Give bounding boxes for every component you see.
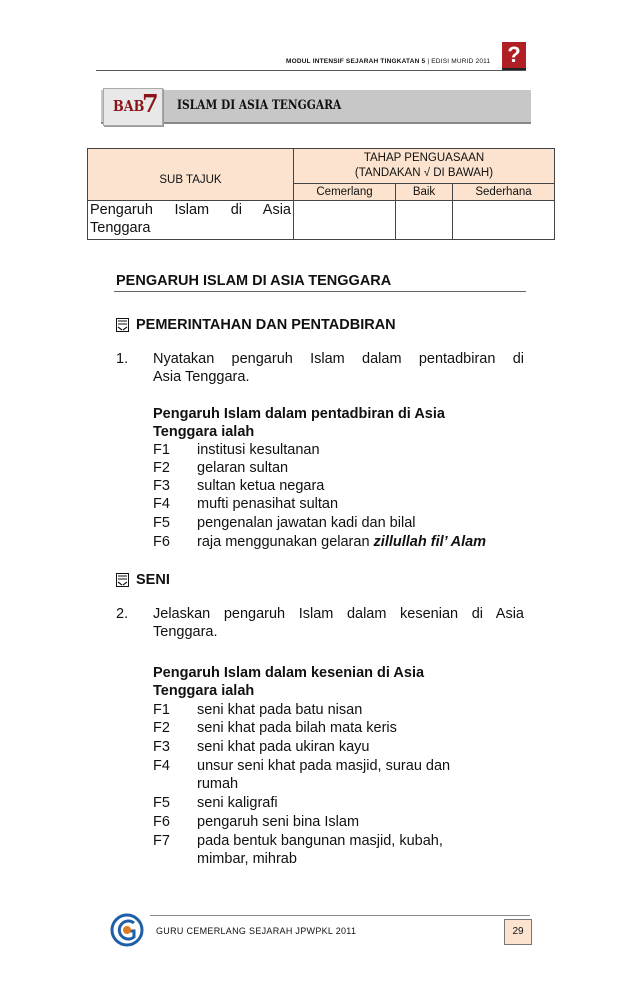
fact-code: F1: [153, 442, 170, 458]
fact-text-continued: mimbar, mihrab: [197, 851, 297, 867]
fact-text: pengenalan jawatan kadi dan bilal: [197, 515, 416, 531]
fact-code: F3: [153, 739, 170, 755]
tahap-instruction: (TANDAKAN √ DI BAWAH): [354, 167, 494, 179]
fact-text: seni kaligrafi: [197, 795, 278, 811]
tahap-header: [294, 149, 555, 184]
checkbox-sederhana[interactable]: [453, 201, 555, 240]
fact-code: F6: [153, 534, 170, 550]
fact-text: mufti penasihat sultan: [197, 496, 339, 512]
edition-label: EDISI MURID 2011: [431, 58, 491, 65]
answer-title-line: Tenggara ialah: [153, 683, 255, 699]
level-sederhana: Sederhana: [453, 184, 555, 201]
running-header: [286, 58, 490, 65]
question-line: Asia Tenggara.: [153, 369, 250, 385]
heading-seni: SENI: [136, 572, 170, 588]
arabic-title-emphasis: zillullah fil’ Alam: [373, 534, 487, 550]
jpwpkl-logo-icon: [110, 913, 144, 947]
header-rule: [96, 70, 526, 71]
fact-text: seni khat pada batu nisan: [197, 702, 363, 718]
fact-text: raja menggunakan gelaran: [197, 534, 374, 550]
answer-title-line: Tenggara ialah: [153, 424, 255, 440]
bullet-icon: [116, 573, 129, 587]
fact-text: sultan ketua negara: [197, 478, 325, 494]
fact-code: F6: [153, 814, 170, 830]
topic-cell: Pengaruh Islam di Asia Tenggara: [88, 201, 294, 240]
question-number-1: 1.: [116, 351, 129, 367]
answer-title-line: Pengaruh Islam dalam pentadbiran di Asia: [153, 406, 445, 422]
bullet-icon: [116, 318, 129, 332]
fact-text: unsur seni khat pada masjid, surau dan: [197, 758, 451, 774]
heading-pemerintahan: PEMERINTAHAN DAN PENTADBIRAN: [136, 317, 396, 333]
fact-text-continued: rumah: [197, 776, 239, 792]
chapter-label: BAB: [113, 97, 145, 115]
fact-text: pengaruh seni bina Islam: [197, 814, 360, 830]
fact-text: institusi kesultanan: [197, 442, 320, 458]
question-logo-icon: ?: [502, 42, 526, 70]
fact-code: F1: [153, 702, 170, 718]
fact-text: seni khat pada bilah mata keris: [197, 720, 397, 736]
question-line: Nyatakan pengaruh Islam dalam pentadbiran di: [153, 351, 524, 367]
chapter-title: ISLAM DI ASIA TENGGARA: [177, 98, 342, 113]
fact-text: gelaran sultan: [197, 460, 289, 476]
section-rule: [114, 291, 526, 292]
fact-code: F4: [153, 496, 170, 512]
tahap-title: TAHAP PENGUASAAN: [363, 152, 485, 164]
section-title: PENGARUH ISLAM DI ASIA TENGGARA: [116, 273, 392, 289]
footer-rule: [150, 915, 530, 916]
answer-title-line: Pengaruh Islam dalam kesenian di Asia: [153, 665, 425, 681]
question-1: [153, 350, 524, 386]
header-separator: |: [427, 58, 430, 65]
fact-code: F2: [153, 460, 170, 476]
fact-code: F2: [153, 720, 170, 736]
fact-text: pada bentuk bangunan masjid, kubah,: [197, 833, 443, 849]
fact-text-with-emphasis: [197, 533, 486, 551]
footer-text: GURU CEMERLANG SEJARAH JPWPKL 2011: [156, 926, 357, 936]
level-cemerlang: Cemerlang: [294, 184, 396, 201]
question-number-2: 2.: [116, 606, 129, 622]
level-baik: Baik: [396, 184, 453, 201]
chapter-number: 7: [142, 89, 159, 118]
question-line: Tenggara.: [153, 624, 218, 640]
sub-tajuk-header: SUB TAJUK: [88, 149, 294, 201]
fact-code: F5: [153, 795, 170, 811]
page-number: 29: [504, 919, 532, 945]
fact-text: seni khat pada ukiran kayu: [197, 739, 370, 755]
fact-code: F5: [153, 515, 170, 531]
fact-code: F7: [153, 833, 170, 849]
question-2: [153, 605, 524, 641]
fact-code: F4: [153, 758, 170, 774]
checkbox-cemerlang[interactable]: [294, 201, 396, 240]
module-title: MODUL INTENSIF SEJARAH TINGKATAN 5: [286, 58, 426, 65]
checkbox-baik[interactable]: [396, 201, 453, 240]
mastery-table: [87, 148, 555, 240]
fact-code: F3: [153, 478, 170, 494]
question-line: Jelaskan pengaruh Islam dalam kesenian di Asia: [153, 606, 524, 622]
